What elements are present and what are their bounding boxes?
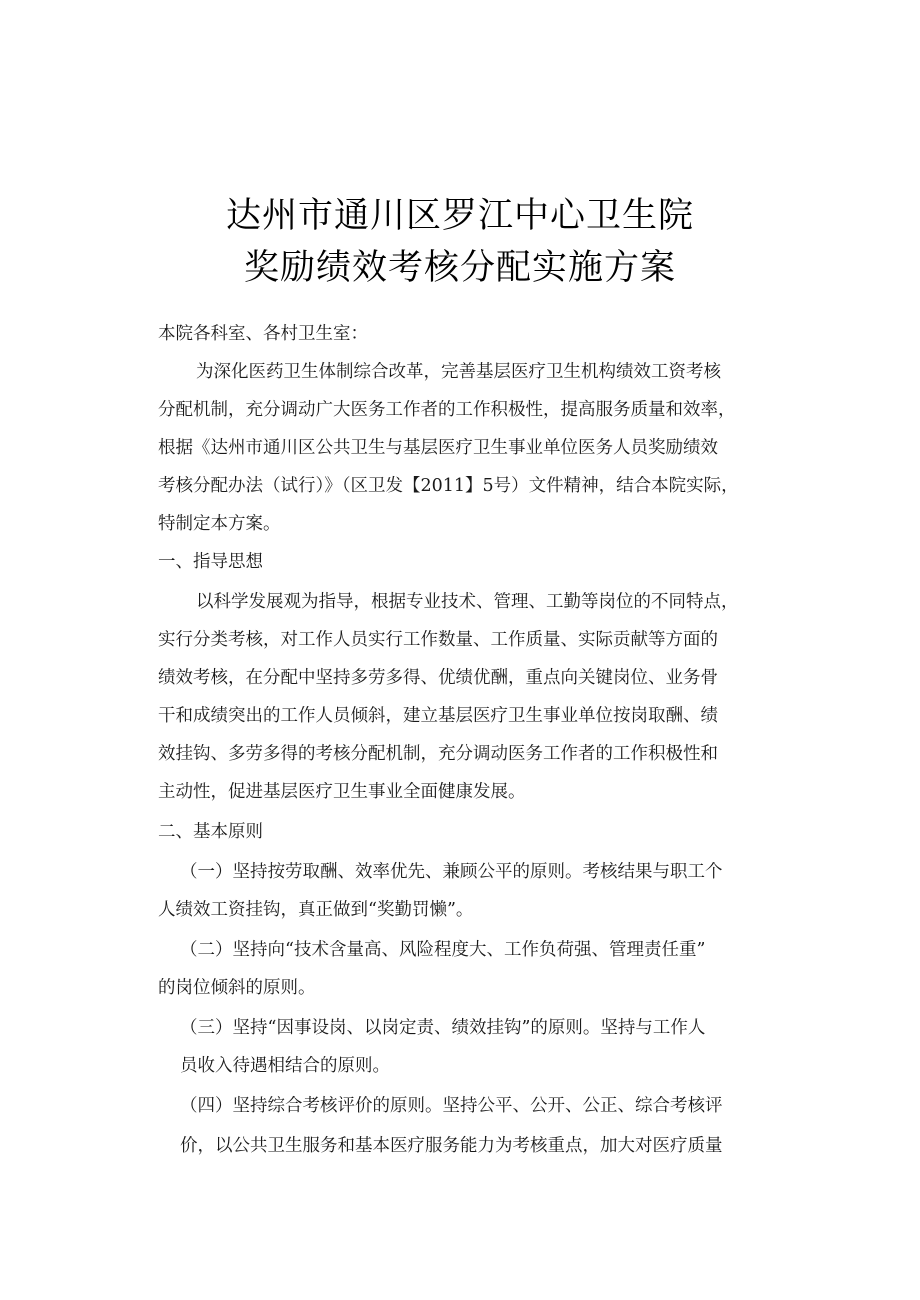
principle-3-line: （三）坚持“因事设岗、以岗定责、绩效挂钩”的原则。坚持与工作人 [180, 1018, 706, 1038]
intro-line: 分配机制，充分调动广大医务工作者的工作积极性，提高服务质量和效率， [158, 400, 736, 420]
principle-1-line: 人绩效工资挂钩，真正做到“奖勤罚懒”。 [158, 900, 474, 920]
document-title-line-2: 奖励绩效考核分配实施方案 [243, 248, 676, 288]
intro-line: 特制定本方案。 [158, 514, 281, 534]
principle-2-line: （二）坚持向“技术含量高、风险程度大、工作负荷强、管理责任重” [180, 940, 706, 960]
section-heading-guiding-ideology: 一、指导思想 [158, 552, 263, 572]
section1-line: 效挂钩、多劳多得的考核分配机制，充分调动医务工作者的工作积极性和 [158, 744, 718, 764]
principle-3-line: 员收入待遇相结合的原则。 [180, 1056, 390, 1076]
section1-line: 实行分类考核，对工作人员实行工作数量、工作质量、实际贡献等方面的 [158, 630, 718, 650]
document-title-line-1: 达州市通川区罗江中心卫生院 [225, 196, 694, 236]
salutation: 本院各科室、各村卫生室： [158, 324, 368, 344]
section1-line: 主动性，促进基层医疗卫生事业全面健康发展。 [158, 782, 526, 802]
principle-4-line: 价，以公共卫生服务和基本医疗服务能力为考核重点，加大对医疗质量 [180, 1136, 723, 1156]
section1-line: 以科学发展观为指导，根据专业技术、管理、工勤等岗位的不同特点， [196, 592, 739, 612]
section-heading-basic-principles: 二、基本原则 [158, 822, 263, 842]
section1-line: 干和成绩突出的工作人员倾斜，建立基层医疗卫生事业单位按岗取酬、绩 [158, 706, 718, 726]
intro-line: 根据《达州市通川区公共卫生与基层医疗卫生事业单位医务人员奖励绩效 [158, 438, 718, 458]
principle-1-line: （一）坚持按劳取酬、效率优先、兼顾公平的原则。考核结果与职工个 [180, 862, 723, 882]
intro-line: 为深化医药卫生体制综合改革，完善基层医疗卫生机构绩效工资考核 [196, 362, 721, 382]
intro-line: 考核分配办法（试行）》（区卫发【2011】5号）文件精神，结合本院实际， [158, 476, 739, 496]
principle-4-line: （四）坚持综合考核评价的原则。坚持公平、公开、公正、综合考核评 [180, 1096, 723, 1116]
principle-2-line: 的岗位倾斜的原则。 [158, 978, 316, 998]
section1-line: 绩效考核，在分配中坚持多劳多得、优绩优酬，重点向关键岗位、业务骨 [158, 668, 718, 688]
